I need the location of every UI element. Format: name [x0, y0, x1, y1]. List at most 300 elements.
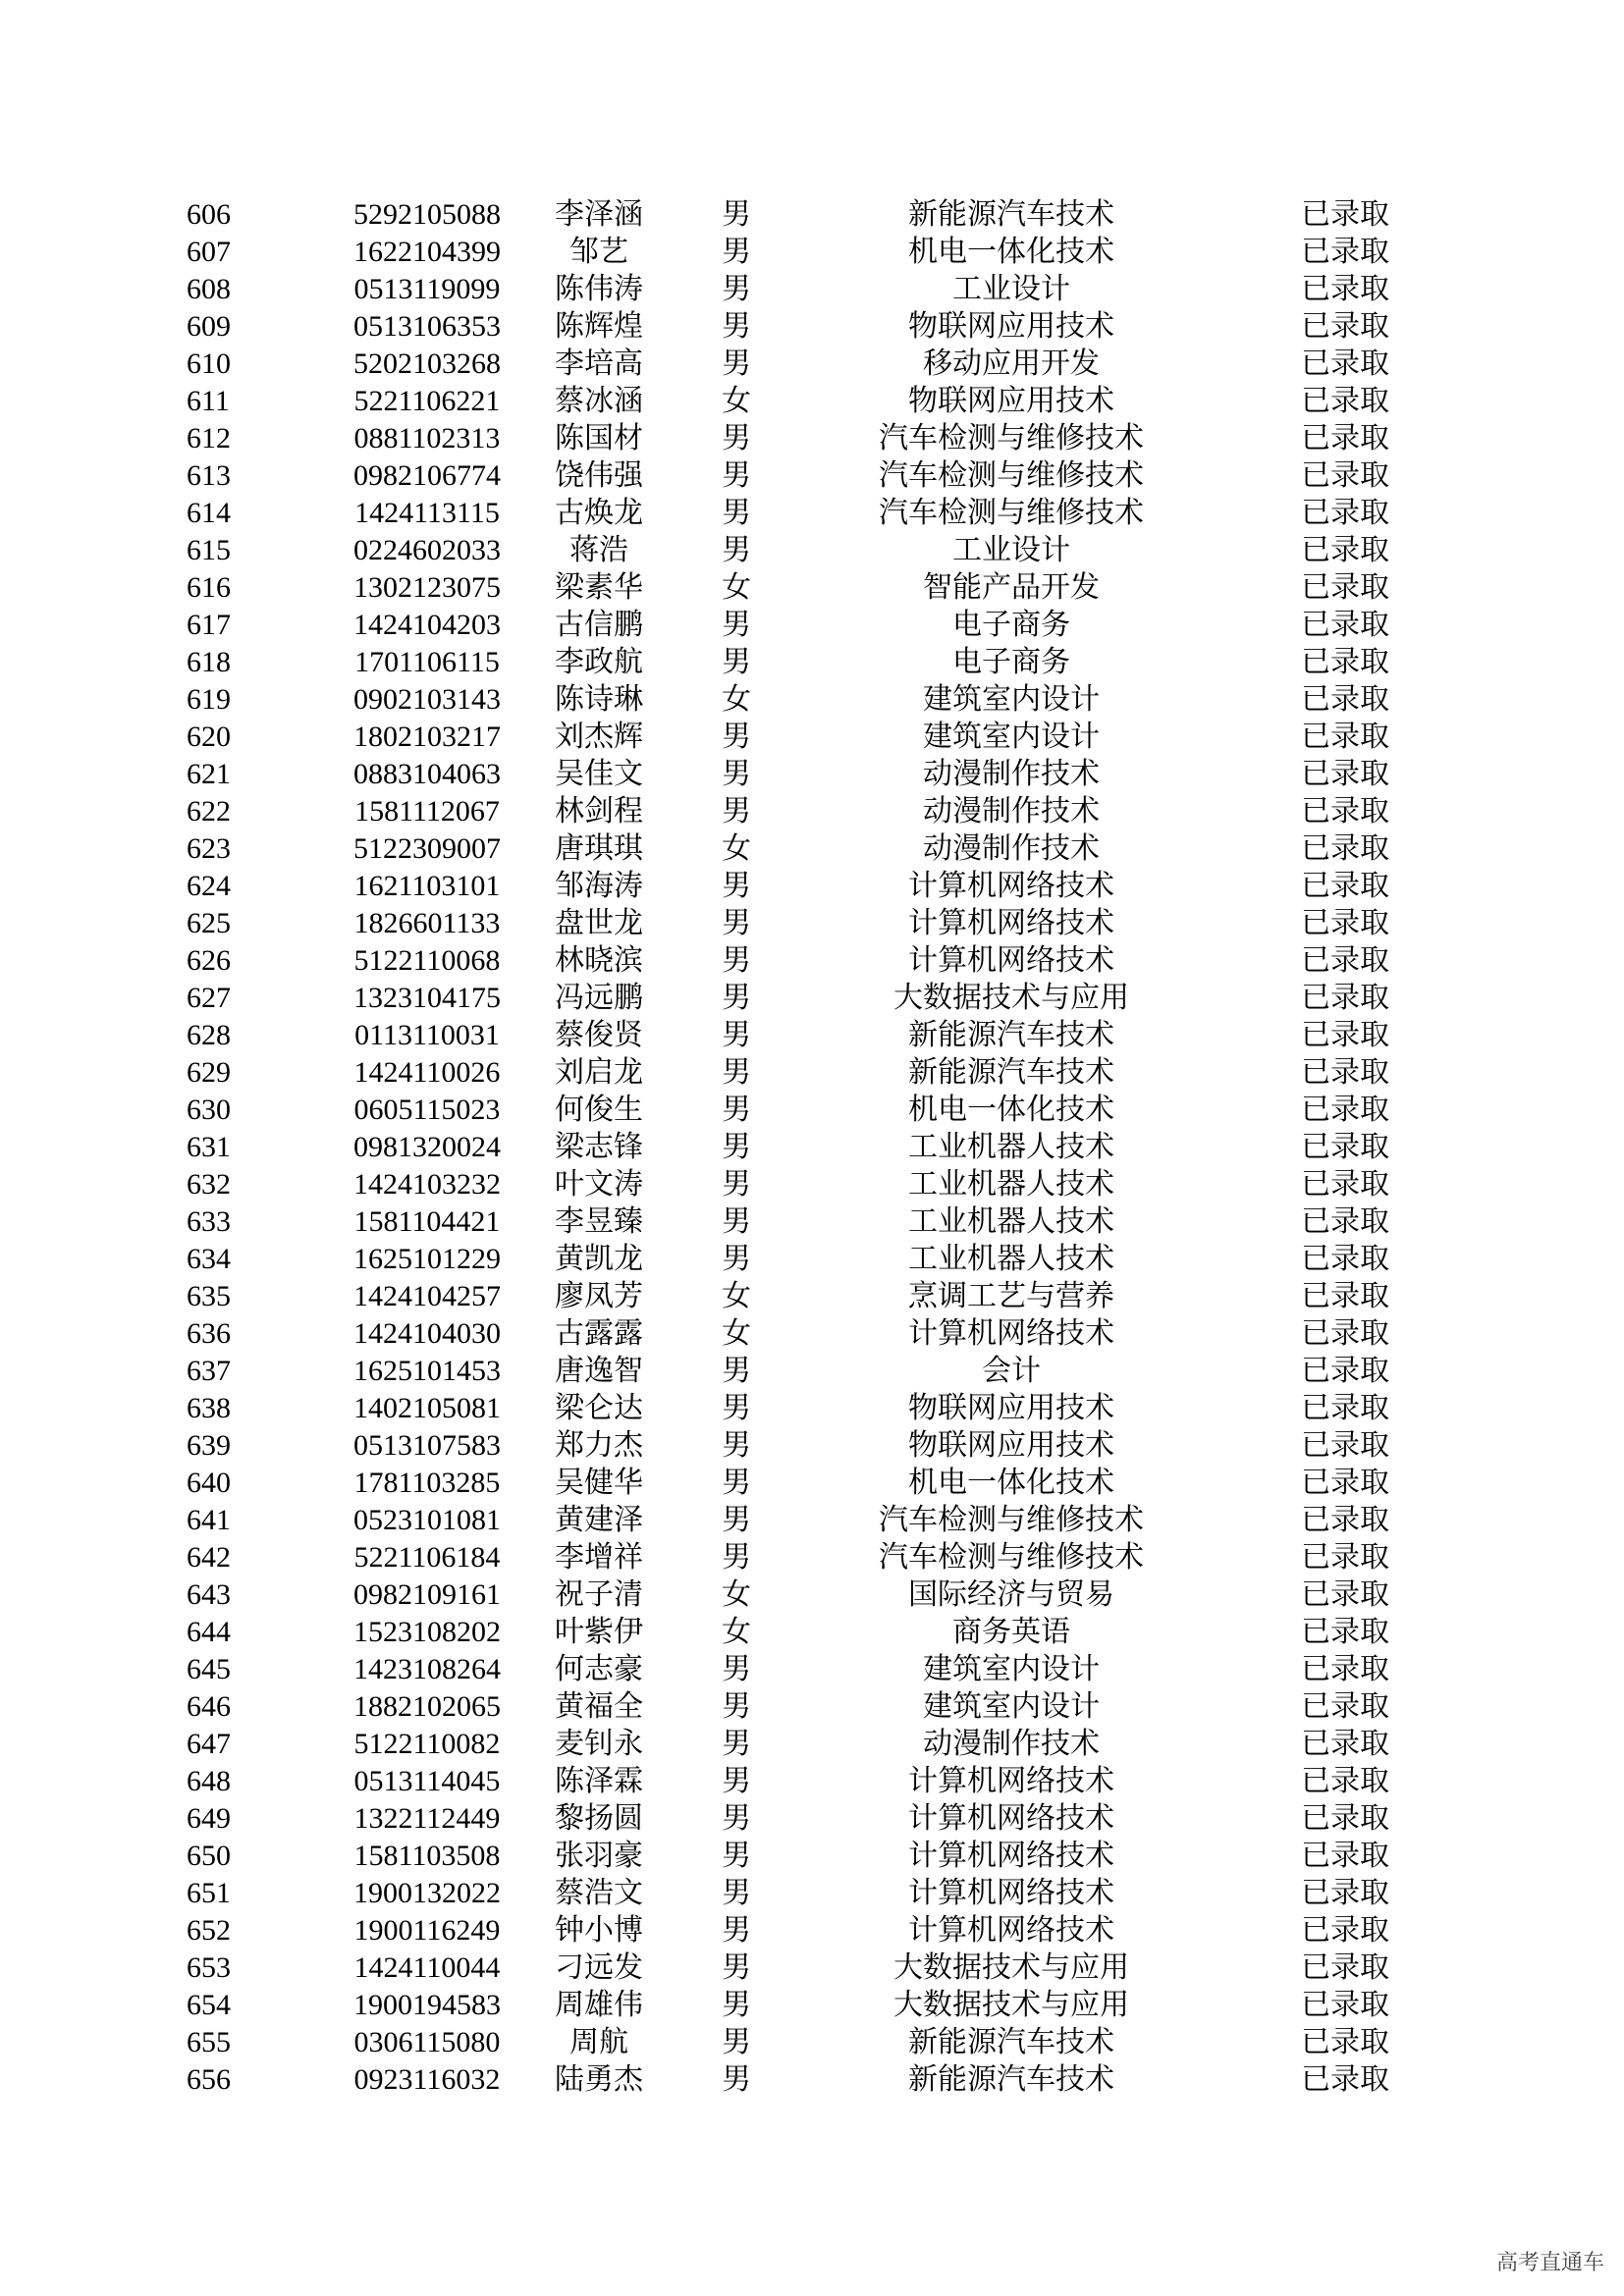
major: 建筑室内设计	[923, 1653, 1100, 1685]
admission-status: 已录取	[1301, 1392, 1389, 1424]
table-row	[0, 1763, 1624, 1800]
admission-status: 已录取	[1301, 534, 1389, 566]
student-name: 李政航	[555, 646, 643, 678]
row-number: 614	[187, 497, 231, 529]
gender: 女	[722, 1578, 751, 1611]
table-row	[0, 2061, 1624, 2099]
gender: 男	[722, 1355, 751, 1387]
gender: 男	[722, 1840, 751, 1872]
row-number: 638	[187, 1392, 231, 1424]
admission-status: 已录取	[1301, 1429, 1389, 1462]
major: 汽车检测与维修技术	[879, 1541, 1144, 1574]
table-row	[0, 1129, 1624, 1166]
gender: 男	[722, 1690, 751, 1723]
student-name: 梁志锋	[555, 1131, 643, 1163]
candidate-id: 0981320024	[353, 1131, 501, 1163]
table-row	[0, 1539, 1624, 1576]
major: 新能源汽车技术	[908, 2026, 1114, 2058]
student-name: 梁仑达	[555, 1392, 643, 1424]
student-name: 陆勇杰	[555, 2063, 643, 2096]
table-row	[0, 719, 1624, 756]
candidate-id: 1322112449	[353, 1802, 501, 1835]
student-name: 郑力杰	[555, 1429, 643, 1462]
gender: 男	[722, 870, 751, 902]
student-name: 何俊生	[555, 1094, 643, 1126]
candidate-id: 0982106774	[353, 459, 501, 492]
gender: 男	[722, 310, 751, 343]
gender: 男	[722, 758, 751, 790]
row-number: 653	[187, 1951, 231, 1984]
admission-status: 已录取	[1301, 1019, 1389, 1051]
major: 汽车检测与维修技术	[879, 459, 1144, 492]
student-name: 吴健华	[555, 1467, 643, 1499]
table-row	[0, 1651, 1624, 1688]
admission-status: 已录取	[1301, 907, 1389, 939]
candidate-id: 5221106184	[353, 1541, 501, 1574]
row-number: 620	[187, 721, 231, 753]
major: 机电一体化技术	[908, 1094, 1114, 1126]
admission-status: 已录取	[1301, 683, 1389, 716]
row-number: 618	[187, 646, 231, 678]
gender: 女	[722, 1616, 751, 1648]
table-row	[0, 1166, 1624, 1203]
student-name: 古露露	[555, 1317, 643, 1350]
student-name: 梁素华	[555, 571, 643, 604]
major: 商务英语	[952, 1616, 1070, 1648]
admission-status: 已录取	[1301, 571, 1389, 604]
student-name: 陈国材	[555, 422, 643, 454]
major: 电子商务	[952, 609, 1070, 641]
student-name: 吴佳文	[555, 758, 643, 790]
gender: 男	[722, 1877, 751, 1909]
admission-status: 已录取	[1301, 1056, 1389, 1089]
major: 计算机网络技术	[908, 1914, 1114, 1947]
major: 计算机网络技术	[908, 1765, 1114, 1797]
row-number: 608	[187, 273, 231, 305]
row-number: 624	[187, 870, 231, 902]
admission-status: 已录取	[1301, 1317, 1389, 1350]
table-row	[0, 1949, 1624, 1987]
row-number: 630	[187, 1094, 231, 1126]
row-number: 625	[187, 907, 231, 939]
table-row	[0, 1688, 1624, 1726]
candidate-id: 0113110031	[354, 1019, 500, 1051]
gender: 男	[722, 1989, 751, 2021]
row-number: 641	[187, 1504, 231, 1536]
row-number: 633	[187, 1205, 231, 1238]
table-row	[0, 196, 1624, 234]
gender: 男	[722, 1056, 751, 1089]
major: 国际经济与贸易	[908, 1578, 1114, 1611]
admission-status: 已录取	[1301, 1989, 1389, 2021]
admission-status: 已录取	[1301, 1168, 1389, 1201]
gender: 女	[722, 832, 751, 865]
gender: 男	[722, 1951, 751, 1984]
student-name: 陈泽霖	[555, 1765, 643, 1797]
major: 工业机器人技术	[908, 1168, 1114, 1201]
row-number: 631	[187, 1131, 231, 1163]
major: 计算机网络技术	[908, 1840, 1114, 1872]
student-name: 黄福全	[555, 1690, 643, 1723]
student-name: 陈诗琳	[555, 683, 643, 716]
student-name: 蒋浩	[569, 534, 628, 566]
admission-status: 已录取	[1301, 1914, 1389, 1947]
major: 汽车检测与维修技术	[879, 422, 1144, 454]
gender: 男	[722, 1467, 751, 1499]
table-row	[0, 1987, 1624, 2024]
student-name: 林晓滨	[555, 944, 643, 977]
admission-status: 已录取	[1301, 832, 1389, 865]
major: 动漫制作技术	[923, 795, 1100, 828]
candidate-id: 1826601133	[353, 907, 501, 939]
candidate-id: 0523101081	[353, 1504, 501, 1536]
student-name: 何志豪	[555, 1653, 643, 1685]
candidate-id: 0224602033	[353, 534, 501, 566]
table-row	[0, 644, 1624, 681]
gender: 男	[722, 1802, 751, 1835]
candidate-id: 1882102065	[353, 1690, 501, 1723]
candidate-id: 0605115023	[353, 1094, 501, 1126]
row-number: 626	[187, 944, 231, 977]
gender: 男	[722, 795, 751, 828]
major: 汽车检测与维修技术	[879, 1504, 1144, 1536]
admission-status: 已录取	[1301, 609, 1389, 641]
table-row	[0, 793, 1624, 830]
candidate-id: 5122110082	[353, 1728, 501, 1760]
major: 动漫制作技术	[923, 758, 1100, 790]
major: 建筑室内设计	[923, 1690, 1100, 1723]
table-row	[0, 532, 1624, 569]
student-name: 张羽豪	[555, 1840, 643, 1872]
candidate-id: 0513107583	[353, 1429, 501, 1462]
student-name: 陈伟涛	[555, 273, 643, 305]
candidate-id: 0982109161	[353, 1578, 501, 1611]
admission-status: 已录取	[1301, 795, 1389, 828]
gender: 男	[722, 347, 751, 380]
gender: 男	[722, 534, 751, 566]
candidate-id: 5221106221	[353, 385, 501, 417]
student-name: 李泽涵	[555, 198, 643, 231]
row-number: 610	[187, 347, 231, 380]
gender: 男	[722, 1243, 751, 1275]
admission-status: 已录取	[1301, 758, 1389, 790]
table-row	[0, 271, 1624, 308]
row-number: 635	[187, 1280, 231, 1312]
table-row	[0, 569, 1624, 607]
gender: 男	[722, 982, 751, 1014]
major: 智能产品开发	[923, 571, 1100, 604]
candidate-id: 1424104203	[353, 609, 501, 641]
gender: 男	[722, 646, 751, 678]
admission-status: 已录取	[1301, 721, 1389, 753]
row-number: 644	[187, 1616, 231, 1648]
admission-status: 已录取	[1301, 1205, 1389, 1238]
admission-status: 已录取	[1301, 198, 1389, 231]
major: 动漫制作技术	[923, 832, 1100, 865]
row-number: 654	[187, 1989, 231, 2021]
row-number: 627	[187, 982, 231, 1014]
major: 计算机网络技术	[908, 1317, 1114, 1350]
gender: 男	[722, 273, 751, 305]
candidate-id: 1621103101	[353, 870, 501, 902]
admission-status: 已录取	[1301, 2063, 1389, 2096]
student-name: 李培高	[555, 347, 643, 380]
table-row	[0, 346, 1624, 383]
student-name: 唐逸智	[555, 1355, 643, 1387]
admission-status: 已录取	[1301, 1653, 1389, 1685]
admission-status: 已录取	[1301, 1355, 1389, 1387]
major: 新能源汽车技术	[908, 2063, 1114, 2096]
admission-status: 已录取	[1301, 1616, 1389, 1648]
row-number: 619	[187, 683, 231, 716]
admission-list-table	[0, 196, 1624, 2099]
major: 会计	[982, 1355, 1041, 1387]
table-row	[0, 942, 1624, 980]
candidate-id: 0883104063	[353, 758, 501, 790]
row-number: 655	[187, 2026, 231, 2058]
table-row	[0, 980, 1624, 1017]
candidate-id: 1424104257	[353, 1280, 501, 1312]
admission-status: 已录取	[1301, 1578, 1389, 1611]
admission-status: 已录取	[1301, 236, 1389, 268]
gender: 男	[722, 1094, 751, 1126]
row-number: 613	[187, 459, 231, 492]
table-row	[0, 1614, 1624, 1651]
gender: 男	[722, 497, 751, 529]
student-name: 盘世龙	[555, 907, 643, 939]
student-name: 祝子清	[555, 1578, 643, 1611]
table-row	[0, 905, 1624, 942]
table-row	[0, 830, 1624, 868]
admission-status: 已录取	[1301, 870, 1389, 902]
table-row	[0, 2024, 1624, 2061]
row-number: 612	[187, 422, 231, 454]
admission-status: 已录取	[1301, 385, 1389, 417]
candidate-id: 5202103268	[353, 347, 501, 380]
major: 机电一体化技术	[908, 1467, 1114, 1499]
row-number: 621	[187, 758, 231, 790]
admission-status: 已录取	[1301, 1541, 1389, 1574]
candidate-id: 1424113115	[354, 497, 500, 529]
major: 计算机网络技术	[908, 1877, 1114, 1909]
candidate-id: 1424103232	[353, 1168, 501, 1201]
row-number: 629	[187, 1056, 231, 1089]
student-name: 钟小博	[555, 1914, 643, 1947]
table-row	[0, 1875, 1624, 1912]
table-row	[0, 495, 1624, 532]
student-name: 蔡浩文	[555, 1877, 643, 1909]
gender: 男	[722, 1541, 751, 1574]
student-name: 周航	[569, 2026, 628, 2058]
major: 移动应用开发	[923, 347, 1100, 380]
row-number: 617	[187, 609, 231, 641]
student-name: 刘杰辉	[555, 721, 643, 753]
candidate-id: 5122110068	[353, 944, 501, 977]
admission-status: 已录取	[1301, 1094, 1389, 1126]
row-number: 643	[187, 1578, 231, 1611]
table-row	[0, 457, 1624, 495]
table-row	[0, 1017, 1624, 1054]
row-number: 651	[187, 1877, 231, 1909]
major: 物联网应用技术	[908, 310, 1114, 343]
student-name: 麦钊永	[555, 1728, 643, 1760]
candidate-id: 1581112067	[354, 795, 500, 828]
candidate-id: 0881102313	[353, 422, 501, 454]
table-row	[0, 1912, 1624, 1949]
admission-status: 已录取	[1301, 1280, 1389, 1312]
student-name: 古信鹏	[555, 609, 643, 641]
table-row	[0, 1800, 1624, 1838]
table-row	[0, 1576, 1624, 1614]
major: 工业设计	[952, 273, 1070, 305]
row-number: 637	[187, 1355, 231, 1387]
admission-status: 已录取	[1301, 2026, 1389, 2058]
gender: 男	[722, 1019, 751, 1051]
gender: 女	[722, 683, 751, 716]
major: 建筑室内设计	[923, 683, 1100, 716]
major: 新能源汽车技术	[908, 1056, 1114, 1089]
student-name: 饶伟强	[555, 459, 643, 492]
major: 工业机器人技术	[908, 1205, 1114, 1238]
candidate-id: 1701106115	[354, 646, 500, 678]
gender: 男	[722, 459, 751, 492]
row-number: 615	[187, 534, 231, 566]
admission-status: 已录取	[1301, 273, 1389, 305]
gender: 男	[722, 1429, 751, 1462]
student-name: 黄凯龙	[555, 1243, 643, 1275]
student-name: 冯远鹏	[555, 982, 643, 1014]
admission-status: 已录取	[1301, 347, 1389, 380]
admission-status: 已录取	[1301, 1131, 1389, 1163]
student-name: 廖凤芳	[555, 1280, 643, 1312]
candidate-id: 1900116249	[353, 1914, 501, 1947]
admission-status: 已录取	[1301, 1765, 1389, 1797]
candidate-id: 1424110044	[353, 1951, 501, 1984]
gender: 男	[722, 907, 751, 939]
admission-status: 已录取	[1301, 1877, 1389, 1909]
table-row	[0, 1427, 1624, 1465]
major: 计算机网络技术	[908, 944, 1114, 977]
watermark-text: 高考直通车	[1495, 2251, 1604, 2275]
row-number: 650	[187, 1840, 231, 1872]
candidate-id: 0306115080	[353, 2026, 501, 2058]
table-row	[0, 1390, 1624, 1427]
row-number: 623	[187, 832, 231, 865]
table-row	[0, 234, 1624, 271]
gender: 男	[722, 609, 751, 641]
gender: 女	[722, 1280, 751, 1312]
table-row	[0, 681, 1624, 719]
admission-status: 已录取	[1301, 497, 1389, 529]
table-row	[0, 1054, 1624, 1092]
candidate-id: 1423108264	[353, 1653, 501, 1685]
table-row	[0, 1241, 1624, 1278]
row-number: 632	[187, 1168, 231, 1201]
candidate-id: 0902103143	[353, 683, 501, 716]
candidate-id: 1802103217	[353, 721, 501, 753]
admission-status: 已录取	[1301, 1690, 1389, 1723]
candidate-id: 0513106353	[353, 310, 501, 343]
major: 物联网应用技术	[908, 1392, 1114, 1424]
admission-status: 已录取	[1301, 1243, 1389, 1275]
row-number: 645	[187, 1653, 231, 1685]
gender: 男	[722, 1205, 751, 1238]
gender: 男	[722, 2026, 751, 2058]
student-name: 李增祥	[555, 1541, 643, 1574]
table-row	[0, 607, 1624, 644]
row-number: 652	[187, 1914, 231, 1947]
major: 汽车检测与维修技术	[879, 497, 1144, 529]
candidate-id: 1625101229	[353, 1243, 501, 1275]
table-row	[0, 1315, 1624, 1353]
table-row	[0, 1502, 1624, 1539]
major: 建筑室内设计	[923, 721, 1100, 753]
student-name: 邹海涛	[555, 870, 643, 902]
candidate-id: 1424110026	[353, 1056, 501, 1089]
table-row	[0, 1092, 1624, 1129]
major: 工业设计	[952, 534, 1070, 566]
admission-status: 已录取	[1301, 1728, 1389, 1760]
row-number: 647	[187, 1728, 231, 1760]
major: 工业机器人技术	[908, 1243, 1114, 1275]
admission-status: 已录取	[1301, 982, 1389, 1014]
table-row	[0, 868, 1624, 905]
admission-status: 已录取	[1301, 1802, 1389, 1835]
gender: 男	[722, 1653, 751, 1685]
candidate-id: 0513114045	[353, 1765, 501, 1797]
student-name: 刘启龙	[555, 1056, 643, 1089]
major: 计算机网络技术	[908, 1802, 1114, 1835]
row-number: 634	[187, 1243, 231, 1275]
major: 机电一体化技术	[908, 236, 1114, 268]
student-name: 蔡冰涵	[555, 385, 643, 417]
candidate-id: 1424104030	[353, 1317, 501, 1350]
row-number: 648	[187, 1765, 231, 1797]
table-row	[0, 756, 1624, 793]
student-name: 叶紫伊	[555, 1616, 643, 1648]
row-number: 646	[187, 1690, 231, 1723]
table-row	[0, 1278, 1624, 1315]
admission-status: 已录取	[1301, 1504, 1389, 1536]
row-number: 640	[187, 1467, 231, 1499]
student-name: 李昱臻	[555, 1205, 643, 1238]
row-number: 607	[187, 236, 231, 268]
row-number: 636	[187, 1317, 231, 1350]
gender: 男	[722, 1914, 751, 1947]
student-name: 古焕龙	[555, 497, 643, 529]
candidate-id: 1402105081	[353, 1392, 501, 1424]
row-number: 611	[187, 385, 230, 417]
admission-status: 已录取	[1301, 1840, 1389, 1872]
row-number: 656	[187, 2063, 231, 2096]
major: 新能源汽车技术	[908, 1019, 1114, 1051]
student-name: 周雄伟	[555, 1989, 643, 2021]
gender: 男	[722, 198, 751, 231]
candidate-id: 1781103285	[353, 1467, 501, 1499]
row-number: 622	[187, 795, 231, 828]
major: 大数据技术与应用	[893, 982, 1129, 1014]
major: 物联网应用技术	[908, 385, 1114, 417]
row-number: 606	[187, 198, 231, 231]
admission-status: 已录取	[1301, 1467, 1389, 1499]
table-row	[0, 1838, 1624, 1875]
candidate-id: 5292105088	[353, 198, 501, 231]
admission-status: 已录取	[1301, 422, 1389, 454]
major: 烹调工艺与营养	[908, 1280, 1114, 1312]
table-row	[0, 308, 1624, 346]
major: 大数据技术与应用	[893, 1989, 1129, 2021]
major: 新能源汽车技术	[908, 198, 1114, 231]
